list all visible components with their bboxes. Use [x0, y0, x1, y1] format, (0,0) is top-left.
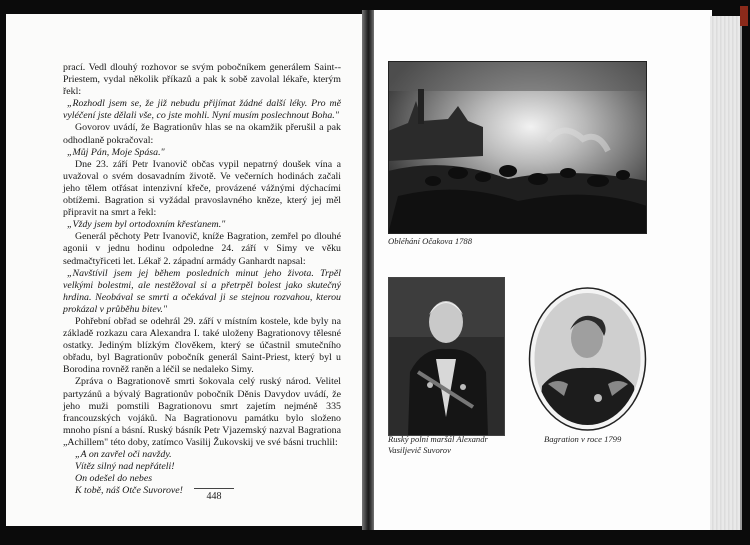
poem-line: „A on zavřel oči navždy.	[75, 449, 172, 460]
quote: „Vždy jsem byl ortodoxním křesťanem."	[67, 219, 226, 231]
paragraph: Pohřební obřad se odehrál 29. září v místním kostele, kde byly na základě rozkazu cara Alexandra I. také uloženy Bagrationovy tělesné ostatky. Jediným blízkým člověkem, který se účastnil smutečního obřadu, byl Bagrationův pobočník generál Saint-Priest, který byl u Borodina rovněž raněn a léčil se nedaleko Simy.	[63, 315, 341, 376]
paragraph: Zpráva o Bagrationově smrti šokovala celý ruský národ. Velitel partyzánů a bývalý Bagrationův pobočník Děnis Davydov uvádí, že jeho muži pomstili Bagrationovu smrt zajetím nejméně 335 francouzských vojáků. Na Bagrationovu památku bylo složeno mnoho písní a básní. Ruský básník Petr Vjazemský nazval Bagrationa „Achillem" této doby, zatímco Vasilij Žukovskij ve své básni truchlil:	[63, 376, 341, 448]
caption-suvorov: Ruský polní maršál Alexandr Vasiljevič Suvorov	[388, 434, 488, 455]
left-page	[6, 14, 366, 526]
paragraph: Dne 23. září Petr Ivanovič občas vypil nepatrný doušek vína a uvažoval o svém dosavadním životě. Ve večerních hodinách začali jeho tělem otřásat intenzivní křeče, provázené vážnými dýchacími obtížemi. Bagration si vyžádal pravoslavného kněze, který jej měl připravit na smrt a řekl:	[63, 158, 341, 219]
caption-battle: Obléhání Očakova 1788	[388, 236, 473, 246]
quote: „Rozhodl jsem se, že již nebudu přijímat žádné další léky. Pro mě vyléčení jste dělali vše, co jste mohli. Nyní musím poslechnout Boha."	[63, 98, 341, 122]
portrait-suvorov-image	[388, 277, 505, 436]
quote: „Navštívil jsem jej během posledních minut jeho života. Trpěl velkými bolestmi, ale nestěžoval si a přetrpěl bolest jako skutečný hrdina. Neobával se smrti a očekával ji se stejnou rozvahou, kterou prokázal v průběhu bitev."	[63, 267, 341, 315]
paragraph: Govorov uvádí, že Bagrationův hlas se na okamžik přerušil a pak odhodlaně pokračoval:	[63, 122, 341, 146]
caption-bagration: Bagration v roce 1799	[544, 434, 622, 444]
bookmark-ribbon	[740, 6, 748, 26]
page-number: 448	[194, 488, 234, 502]
paragraph: prací. Vedl dlouhý rozhovor se svým pobočníkem generálem Saint--Priestem, vydal několik příkazů a pak k sobě zavolal lékaře, kterým řekl:	[63, 62, 341, 98]
poem-line: Vítěz silný nad nepřáteli!	[75, 461, 175, 473]
quote: „Můj Pán, Moje Spása."	[67, 146, 165, 158]
right-page	[374, 10, 712, 530]
page-edges	[710, 16, 742, 530]
portrait-bagration-image	[528, 286, 647, 432]
battle-scene-image	[388, 61, 647, 234]
poem-line: On odešel do nebes	[75, 473, 153, 485]
paragraph: Generál pěchoty Petr Ivanovič, kníže Bagration, zemřel po dlouhé agonii v jednu hodinu odpoledne 24. září v Simy ve věku sedmačtyřiceti let. Lékař 2. západní armády Ganhardt napsal:	[63, 231, 341, 267]
poem-line: K tobě, náš Otče Suvorove!	[75, 485, 183, 497]
body-text	[63, 62, 341, 497]
